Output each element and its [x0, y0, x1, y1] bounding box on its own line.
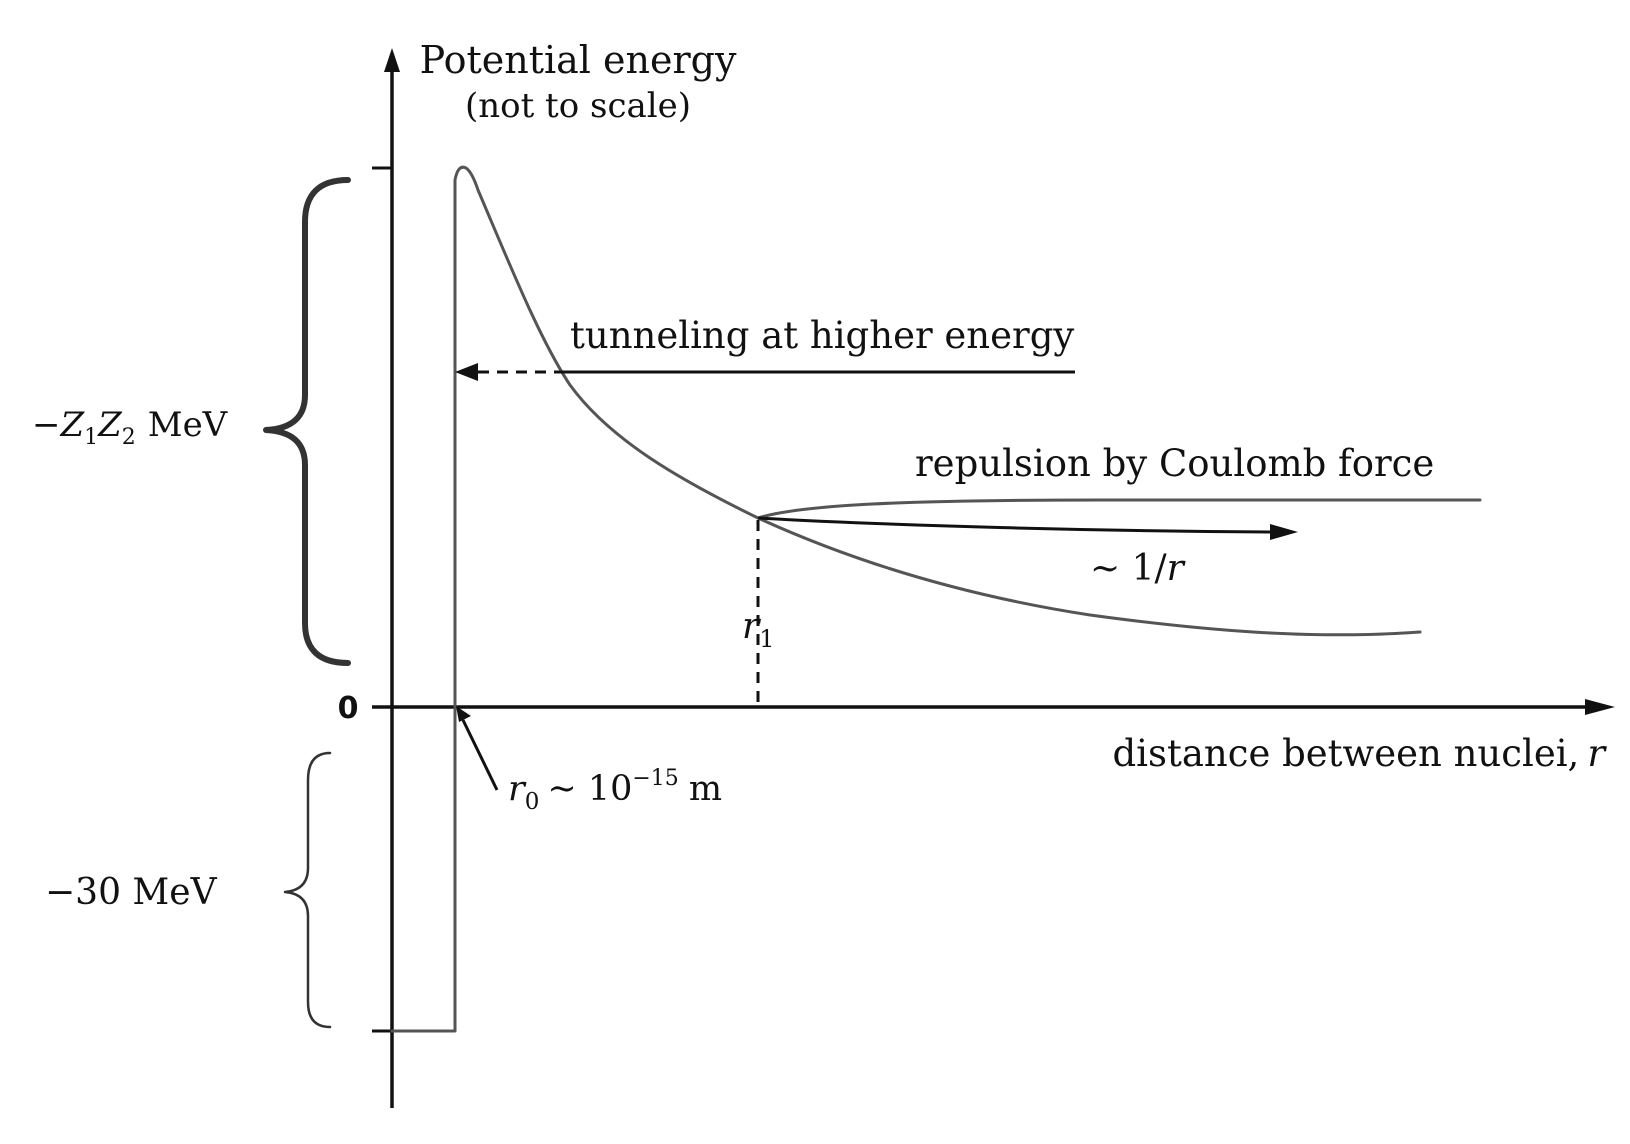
- x-axis-arrowhead: [1585, 699, 1615, 715]
- r0-approx: ∼ 10: [547, 769, 633, 809]
- potential-curve: [392, 167, 1420, 1031]
- upper-brace-unit: MeV: [147, 405, 228, 445]
- upper-brace-z1: Z: [60, 405, 85, 445]
- r1-sub: 1: [759, 625, 775, 653]
- lower-brace: [285, 753, 330, 1027]
- r0-pointer-line: [463, 720, 497, 790]
- r0-symbol: r: [508, 769, 525, 809]
- y-axis-arrowhead: [384, 48, 400, 72]
- lower-brace-label: −30 MeV: [45, 872, 217, 913]
- r1-label: [742, 606, 775, 653]
- r1-symbol: r: [742, 606, 760, 647]
- tunneling-arrowhead: [455, 363, 478, 381]
- inverse-r-tilde: ∼ 1/: [1090, 548, 1167, 589]
- upper-brace-label: [32, 405, 229, 450]
- upper-brace-sub2: 2: [121, 425, 136, 450]
- upper-brace: [266, 180, 348, 663]
- x-axis-label-text: distance between nuclei,: [1112, 732, 1580, 775]
- inverse-r-arrowhead: [1270, 524, 1298, 540]
- repulsion-label: repulsion by Coulomb force: [915, 442, 1435, 485]
- r0-exp: −15: [632, 766, 679, 791]
- inverse-r-arrow-line: [758, 518, 1270, 532]
- y-zero-label: 0: [337, 691, 359, 726]
- y-axis-title-line2: (not to scale): [464, 86, 692, 126]
- upper-brace-sub1: 1: [84, 425, 99, 450]
- x-axis-label: [1112, 732, 1607, 775]
- upper-brace-z2: Z: [98, 405, 122, 445]
- inverse-r-symbol: r: [1166, 548, 1184, 589]
- upper-brace-minus: −: [32, 405, 61, 445]
- r0-label: [508, 766, 722, 815]
- y-axis-title-line1: Potential energy: [419, 38, 737, 82]
- x-axis-label-symbol: r: [1587, 732, 1605, 775]
- r0-sub: 0: [524, 789, 540, 815]
- r0-unit: m: [688, 769, 723, 809]
- repulsion-curve: [758, 500, 1480, 518]
- tunneling-label: tunneling at higher energy: [570, 314, 1075, 357]
- inverse-r-label: [1090, 548, 1186, 589]
